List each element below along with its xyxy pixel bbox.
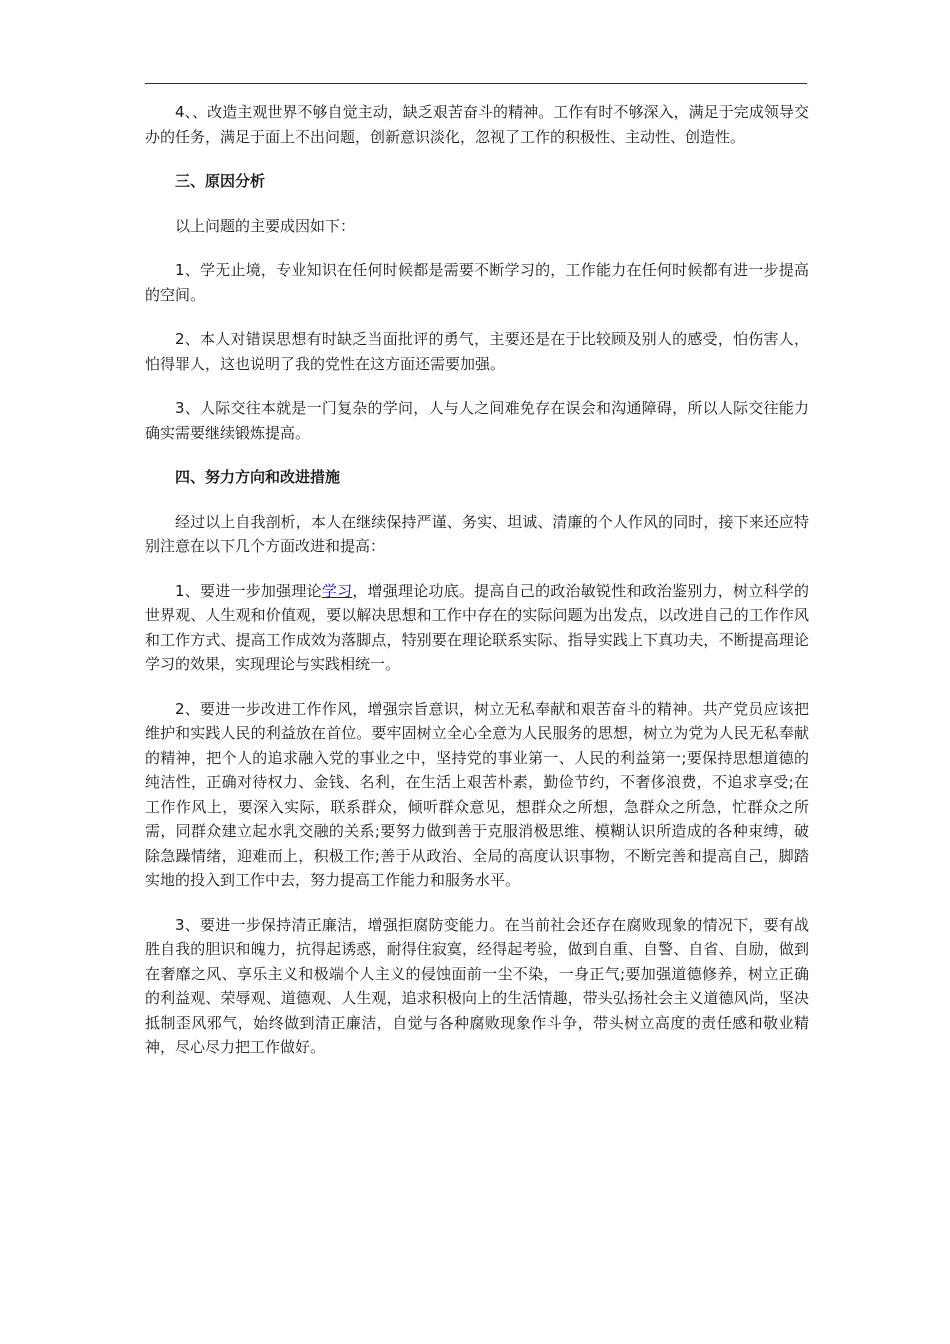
measure-1-text-before: 1、要进一步加强理论	[175, 581, 322, 600]
paragraph-intro-causes: 以上问题的主要成因如下：	[175, 216, 356, 235]
paragraph-cause-1: 1、学无止境，专业知识在任何时候都是需要不断学习的，工作能力在任何时候都有进一步提高的空间。	[145, 261, 809, 304]
section-heading-cause-analysis: 三、原因分析	[175, 172, 266, 190]
paragraph-cause-3: 3、人际交往本就是一门复杂的学问，人与人之间难免存在误会和沟通障碍，所以人际交往能力确实需要继续锻炼提高。	[145, 399, 809, 442]
paragraph-cause-2: 2、本人对错误思想有时缺乏当面批评的勇气，主要还是在于比较顾及别人的感受，怕伤害人，怕得罪人，这也说明了我的党性在这方面还需要加强。	[145, 330, 809, 373]
document-body	[145, 100, 809, 1080]
paragraph-measure-3: 3、要进一步保持清正廉洁，增强拒腐防变能力。在当前社会还存在腐败现象的情况下，要有战胜自我的胆识和魄力，抗得起诱惑，耐得住寂寞，经得起考验，做到自重、自警、自省、自励，做到在奢靡之风、享乐主义和极端个人主义的侵蚀面前一尘不染，一身正气;要加强道德修养，树立正确的利益观、荣辱观、道德观、人生观，追求积极向上的生活情趣，带头弘扬社会主义道德风尚，坚决抵制歪风邪气，始终做到清正廉洁，自觉与各种腐败现象作斗争，带头树立高度的责任感和敬业精神，尽心尽力把工作做好。	[145, 915, 809, 1056]
paragraph-improvement-intro: 经过以上自我剖析，本人在继续保持严谨、务实、坦诚、清廉的个人作风的同时，接下来还应特别注意在以下几个方面改进和提高：	[145, 512, 809, 555]
paragraph-measure-2: 2、要进一步改进工作作风，增强宗旨意识，树立无私奉献和艰苦奋斗的精神。共产党员应该把维护和实践人民的利益放在首位。要牢固树立全心全意为人民服务的思想，树立为党为人民无私奉献的精神，把个人的追求融入党的事业之中，坚持党的事业第一、人民的利益第一;要保持思想道德的纯洁性，正确对待权力、金钱、名利，在生活上艰苦朴素，勤俭节约，不奢侈浪费，不追求享受;在工作作风上，要深入实际，联系群众，倾听群众意见，想群众之所想，急群众之所急，忙群众之所需，同群众建立起水乳交融的关系;要努力做到善于克服消极思维、模糊认识所造成的各种束缚，破除急躁情绪，迎难而上，积极工作;善于从政治、全局的高度认识事物，不断完善和提高自己，脚踏实地的投入到工作中去，努力提高工作能力和服务水平。	[145, 699, 809, 889]
paragraph-measure-1	[145, 579, 809, 677]
header-divider	[145, 83, 807, 84]
paragraph-point-4: 4、、改造主观世界不够自觉主动，缺乏艰苦奋斗的精神。工作有时不够深入，满足于完成领导交办的任务，满足于面上不出问题，创新意识淡化，忽视了工作的积极性、主动性、创造性。	[145, 103, 809, 146]
measure-1-text-after: ，增强理论功底。提高自己的政治敏锐性和政治鉴别力，树立科学的世界观、人生观和价值观，要以解决思想和工作中存在的实际问题为出发点，以改进自己的工作作风和工作方式、提高工作成效为落脚点，特别要在理论联系实际、指导实践上下真功夫，不断提高理论学习的效果，实现理论与实践相统一。	[145, 581, 809, 673]
study-link[interactable]: 学习	[321, 581, 353, 600]
section-heading-improvement: 四、努力方向和改进措施	[175, 468, 341, 486]
